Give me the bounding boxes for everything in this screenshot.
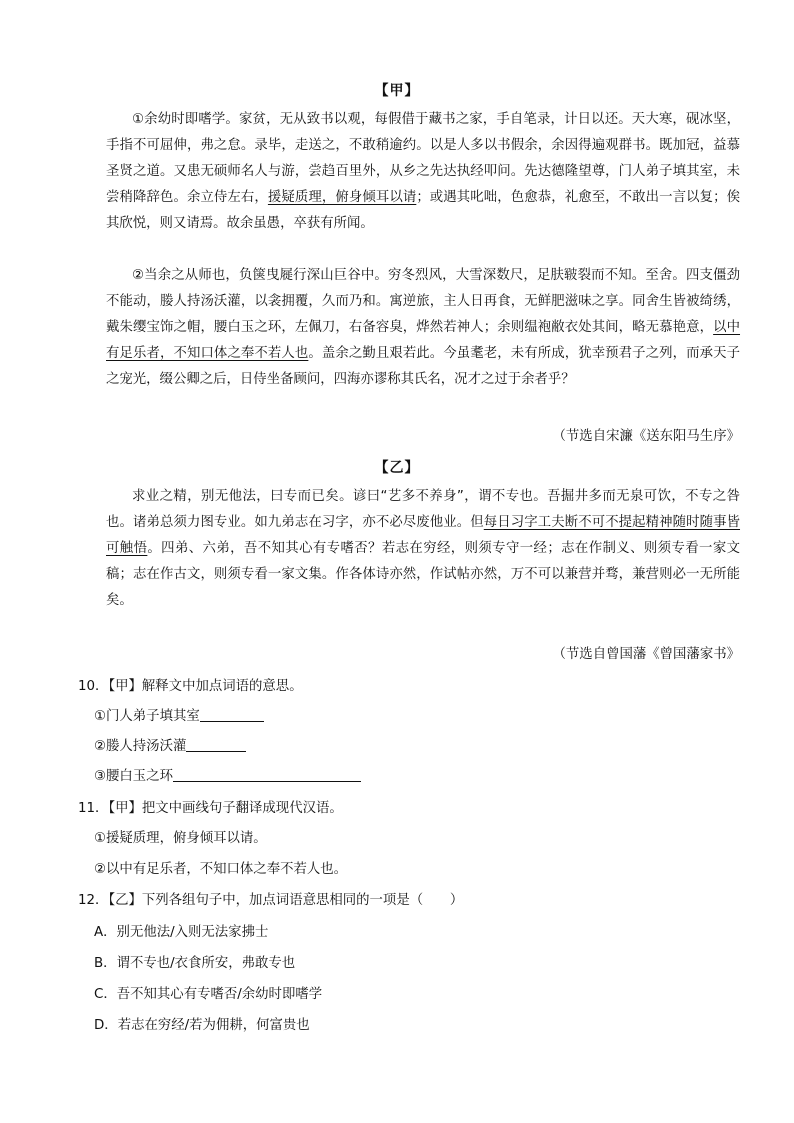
- question-11-item-2: ②以中有足乐者，不知口体之奉不若人也。: [94, 862, 348, 877]
- passage-jia-heading: 【甲】: [374, 83, 420, 99]
- question-10-item-3: ③腰白玉之环: [94, 767, 361, 787]
- passage-yi-heading: 【乙】: [374, 460, 420, 476]
- passage-jia-source: （节选自宋濂《送东阳马生序》: [552, 429, 740, 444]
- question-10-item-1: ①门人弟子填其室: [94, 707, 264, 727]
- p1-text-before: ①余幼时即嗜学。家贫，无从致书以观，每假借于藏书之家，手自笔录，计日以还。天大寒，砚冰坚，手指不可屈伸，弗之怠。录毕，走送之，不敢稍逾约。以是人多以书假余，余因得遍观群书。既加冠，益慕圣贤之道。又患无硕师名人与游，尝趋百里外，从乡之先达执经叩问。先达德隆望尊，门人弟子填其室，未尝稍降辞色。余立侍左右，: [106, 112, 740, 205]
- p2-underlined-sentence: 以中有足乐者，不知口体之奉不若人也: [106, 320, 741, 361]
- question-11-item-1: ①援疑质理，俯身倾耳以请。: [94, 831, 267, 846]
- passage-jia-paragraph-1: [106, 107, 740, 237]
- p2-text-after: 。盖余之勤且艰若此。今虽耄老，未有所成，犹幸预君子之列，而承天子之宠光，缀公卿之后，日侍坐备顾问，四海亦谬称其氏名，况才之过于余者乎？: [106, 346, 741, 387]
- p1-text-after: ；或遇其叱咄，色愈恭，礼愈至，不敢出一言以复；俟其欣悦，则又请焉。故余虽愚，卒获有所闻。: [106, 190, 741, 231]
- p1-underlined-sentence: 援疑质理，俯身倾耳以请: [267, 190, 417, 205]
- yi-text-after: 。四弟、六弟，吾不知其心有专嗜否？若志在穷经，则须专守一经；志在作制义、则须专看一家文稿；志在作古文，则须专看一家文集。作各体诗亦然，作试帖亦然，万不可以兼营并骛，兼营则必一无所能矣。: [106, 541, 740, 608]
- yi-underlined-sentence: 每日习字工夫断不可不提起精神随时随事皆可触悟: [106, 515, 741, 556]
- answer-blank-2[interactable]: [186, 737, 246, 752]
- question-11-stem: 11．【甲】把文中画线句子翻译成现代汉语。: [78, 801, 343, 816]
- p2-text-before: ②当余之从师也，负箧曳屣行深山巨谷中。穷冬烈风，大雪深数尺，足肤皲裂而不知。至舍。四支僵劲不能动，媵人持汤沃灌，以衾拥覆，久而乃和。寓逆旅，主人日再食，无鲜肥滋味之享。同舍生皆被绮绣，戴朱缨宝饰之帽，腰白玉之环，左佩刀，右备容臭，烨然若神人；余则缊袍敝衣处其间，略无慕艳意，: [106, 268, 740, 335]
- passage-yi-paragraph: [106, 484, 740, 614]
- answer-blank-1[interactable]: [200, 707, 264, 722]
- passage-jia-paragraph-2: [106, 263, 740, 393]
- question-12-option-b[interactable]: B．谓不专也/衣食所安，弗敢专也: [94, 956, 296, 971]
- yi-text-before: 求业之精，别无他法，曰专而已矣。谚曰“艺多不养身”，谓不专也。吾掘井多而无泉可饮，不专之咎也。诸弟总须力图专业。如九弟志在习字，亦不必尽废他业。但: [106, 489, 740, 530]
- question-12-stem: 12．【乙】下列各组句子中，加点词语意思相同的一项是（ ）: [78, 893, 464, 908]
- question-12-option-c[interactable]: C．吾不知其心有专嗜否/余幼时即嗜学: [94, 987, 323, 1002]
- answer-blank-3[interactable]: [173, 767, 361, 782]
- passage-yi-source: （节选自曾国藩《曾国藩家书》: [552, 647, 740, 662]
- question-10-item-2: ②媵人持汤沃灌: [94, 737, 246, 757]
- question-12-option-d[interactable]: D．若志在穷经/若为佣耕，何富贵也: [94, 1018, 310, 1033]
- question-12-option-a[interactable]: A．别无他法/入则无法家拂士: [94, 925, 269, 940]
- question-10-stem: 10．【甲】解释文中加点词语的意思。: [78, 679, 303, 694]
